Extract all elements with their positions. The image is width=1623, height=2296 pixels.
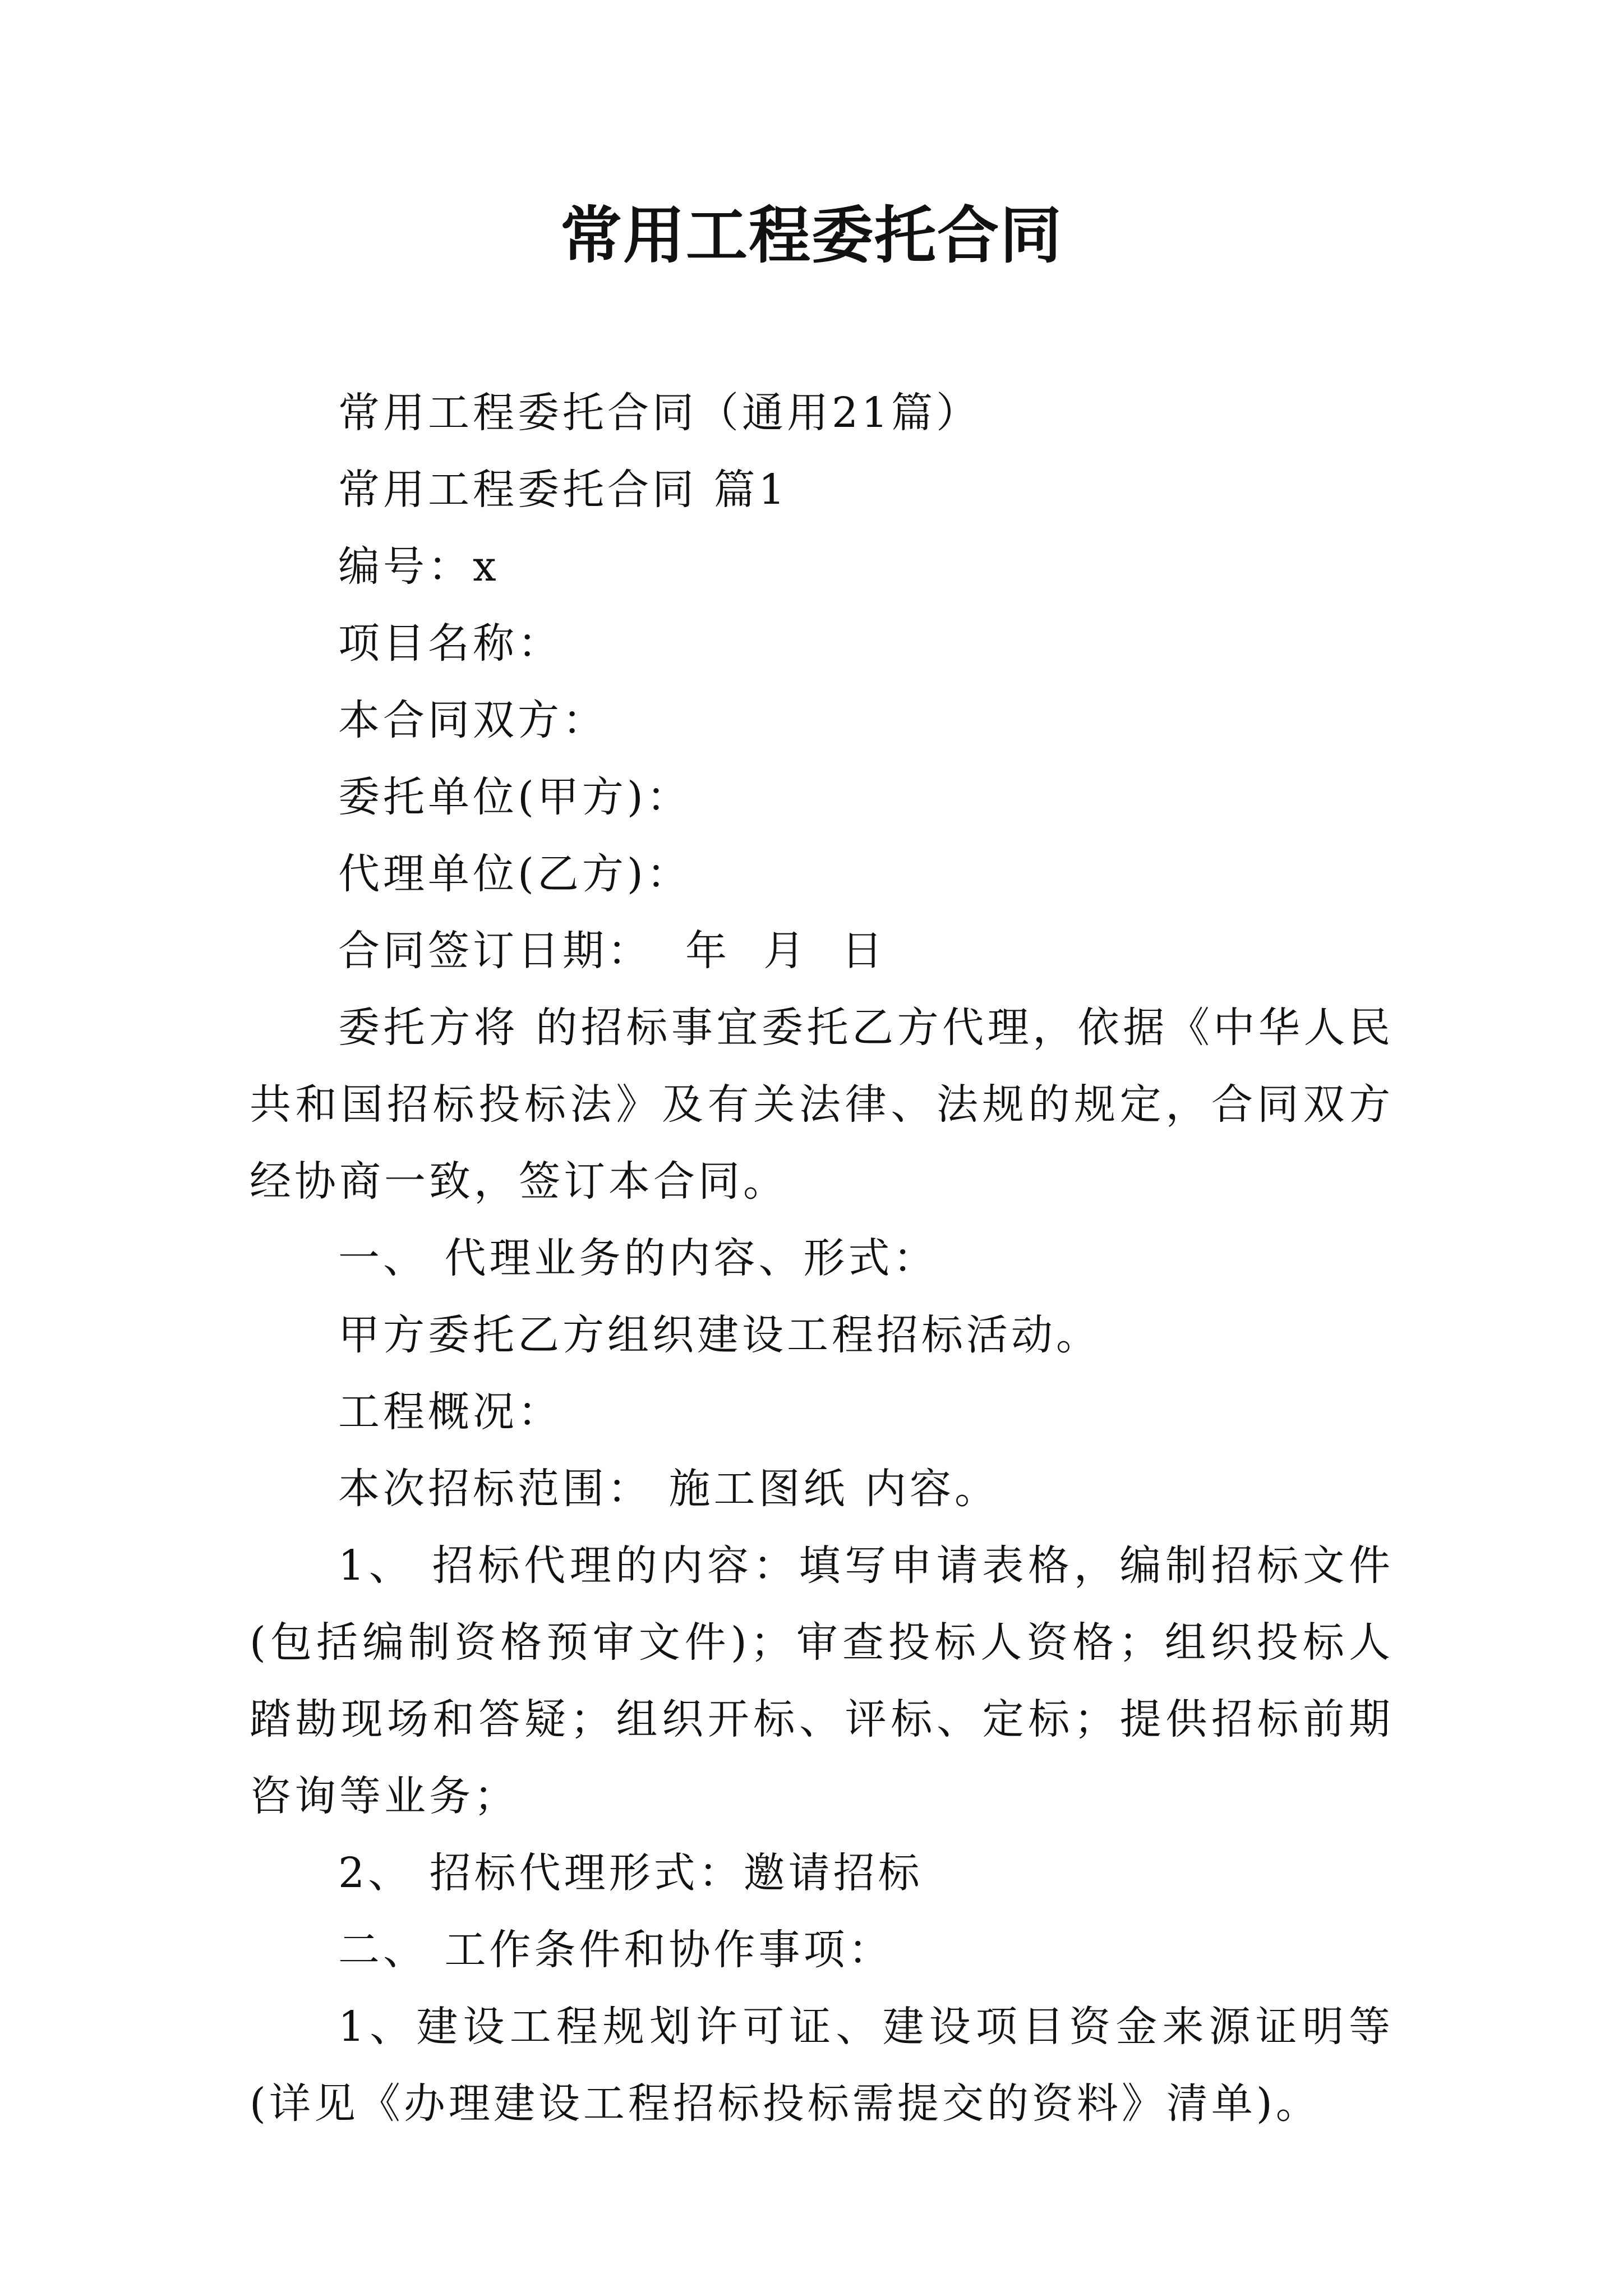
- document-body: [250, 375, 1394, 2142]
- clause-two-heading: 二、 工作条件和协作事项：: [338, 1926, 893, 1974]
- contract-parties-field: 本合同双方：: [338, 696, 607, 744]
- client-party-field: 委托单位(甲方)：: [338, 773, 691, 821]
- clause-one-heading: 一、 代理业务的内容、形式：: [338, 1234, 938, 1282]
- preamble-paragraph: 委托方将 的招标事宜委托乙方代理，依据《中华人民共和国招标投标法》及有关法律、法规的规定，合同双方经协商一致，签订本合同。: [250, 1004, 1394, 1205]
- agency-content-item: 1、 招标代理的内容：填写申请表格，编制招标文件(包括编制资格预审文件)；审查投标人资格；组织投标人踏勘现场和答疑；组织开标、评标、定标；提供招标前期咨询等业务；: [250, 1542, 1394, 1820]
- document-title: 常用工程委托合同: [560, 199, 1063, 272]
- agent-party-field: 代理单位(乙方)：: [338, 850, 691, 898]
- project-overview-field: 工程概况：: [338, 1388, 562, 1436]
- subtitle-paragraph: 常用工程委托合同（通用21篇）: [338, 389, 981, 437]
- contract-number-field: 编号：x: [338, 542, 500, 591]
- clause-one-text: 甲方委托乙方组织建设工程招标活动。: [338, 1311, 1101, 1359]
- signing-date-field: 合同签订日期： 年 月 日: [338, 927, 887, 975]
- clause-two-item-one: 1、建设工程规划许可证、建设项目资金来源证明等(详见《办理建设工程招标投标需提交的资料》清单)。: [250, 2003, 1394, 2128]
- bidding-scope-text: 本次招标范围： 施工图纸 内容。: [338, 1465, 1000, 1513]
- project-name-field: 项目名称：: [338, 619, 562, 668]
- section-heading: 常用工程委托合同 篇1: [338, 466, 789, 514]
- agency-form-item: 2、 招标代理形式：邀请招标: [338, 1849, 923, 1897]
